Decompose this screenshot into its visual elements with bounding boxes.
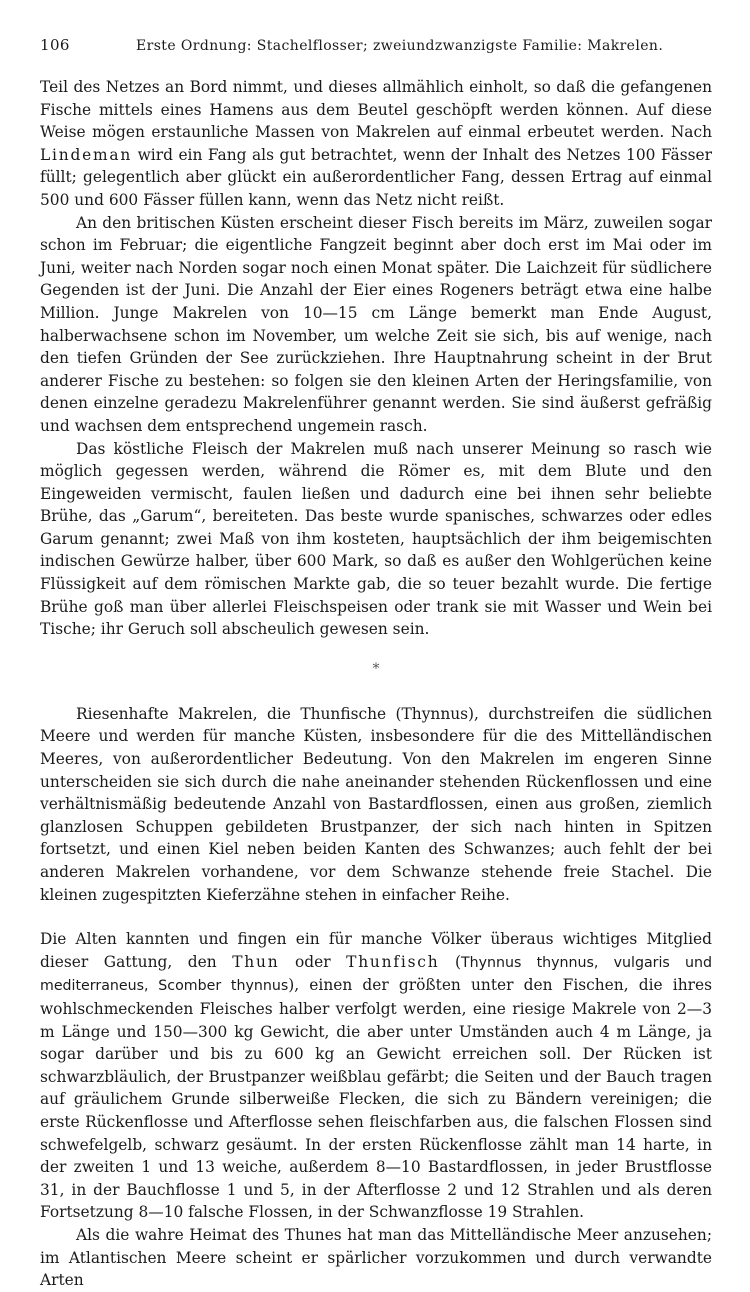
text-run: ( — [439, 952, 461, 971]
page-number: 106 — [40, 36, 70, 54]
text-run: ), einen der größten unter den Fischen, die ihres wohlschmeckenden Fleisches halber verfolgt werden, eine riesige Makrele von 2—3 m Länge und 150—300 kg Gewicht, die aber unter Umständen auch 4 m Länge, ja sogar darüber und bis zu 600 kg an Gewicht erreichen soll. Der Rücken ist schwarzbläulich, der Brustpanzer weißblau gefärbt; die Seiten und der Bauch tragen auf gräulichem Grunde silberweiße Flecken, die sich zu Bändern vereinigen; die erste Rückenflosse und Afterflosse sehen fleischfarben aus, die falschen Flossen sind schwefelgelb, schwarz gesäumt. In der ersten Rückenflosse zählt man 14 harte, in der zweiten 1 und 13 weiche, außerdem 8—10 Bastardflossen, in jeder Brustflosse 31, in der Bauchflosse 1 und 5, in der Afterflosse 2 und 12 Strahlen und als deren Fortsetzung 8—10 falsche Flossen, in der Schwanzflosse 19 Strahlen. — [40, 976, 712, 1222]
spaced-name: Lindeman — [40, 145, 133, 164]
text-run: Die Alten kannten und fingen ein für manche Völker überaus wichtiges Mitglied dieser Gattung, den — [40, 930, 712, 971]
latin-name: Thynnus thynnus, vulgaris und mediterraneus, Scomber thynnus — [40, 954, 712, 995]
text-run: Das köstliche Fleisch der Makrelen muß nach unserer Meinung so rasch wie möglich gegessen werden, während die Römer es, mit dem Blute und den Eingeweiden vermischt, faulen ließen und dadurch eine bei ihnen sehr beliebte Brühe, das „Garum“, bereiteten. Das beste wurde spanisches, schwarzes oder edles Garum genannt; zwei Maß von ihm kosteten, hauptsächlich der ihm beigemischten indischen Gewürze halber, über 600 Mark, so daß es außer den Wohlgerüchen keine Flüssigkeit auf dem römischen Markte gab, die so teuer bezahlt wurde. Die fertige Brühe goß man über allerlei Fleischspeisen oder trank sie mit Wasser und Wein bei Tische; ihr Geruch soll abscheulich gewesen sein. — [40, 439, 712, 639]
running-head — [40, 36, 712, 54]
text-run: An den britischen Küsten erscheint dieser Fisch bereits im März, zuweilen sogar schon im Februar; die eigentliche Fangzeit beginnt aber doch erst im Mai oder im Juni, weiter nach Norden sogar noch einen Monat später. Die Laichzeit für südlichere Gegenden ist der Juni. Die Anzahl der Eier eines Rogeners beträgt etwa eine halbe Million. Junge Makrelen von 10—15 cm Länge bemerkt man Ende August, halberwachsene schon im November, um welche Zeit sie sich, bis auf wenige, nach den tiefen Gründen der See zurückziehen. Ihre Hauptnahrung scheint in der Brut anderer Fische zu bestehen: so folgen sie den kleinen Arten der Heringsfamilie, von denen einzelne geradezu Makrelenführer genannt werden. Sie sind äußerst gefräßig und wachsen dem entsprechend ungemein rasch. — [40, 213, 712, 435]
spaced-name: Thunfisch — [346, 952, 440, 971]
running-head-title: Erste Ordnung: Stachelflosser; zweiundzwanzigste Familie: Makrelen. — [136, 38, 664, 54]
paragraph — [40, 212, 712, 438]
paragraph — [40, 1224, 712, 1292]
text-run: Riesenhafte Makrelen, die Thunfische (Thynnus), durchstreifen die südlichen Meere und werden für manche Küsten, insbesondere für die des Mittelländischen Meeres, von außerordentlicher Bedeutung. Von den Makrelen im engeren Sinne unterscheiden sie sich durch die nahe aneinander stehenden Rückenflossen und eine verhältnismäßig bedeutende Anzahl von Bastardflossen, einen aus großen, ziemlich glanzlosen Schuppen gebildeten Brustpanzer, der sich nach hinten in Spitzen fortsetzt, und einen Kiel neben beiden Kanten des Schwanzes; auch fehlt der bei anderen Makrelen vorhandene, vor dem Schwanze stehende freie Stachel. Die kleinen zugespitzten Kieferzähne stehen in einfacher Reihe. — [40, 704, 712, 904]
section-divider: * — [372, 660, 380, 677]
text-run: oder — [279, 952, 347, 971]
text-run: wird ein Fang als gut betrachtet, wenn der Inhalt des Netzes 100 Fässer füllt; gelegentlich aber glückt ein außerordentlicher Fang, dessen Ertrag auf einmal 500 und 600 Fässer füllen kann, wenn das Netz nicht reißt. — [40, 145, 712, 209]
paragraph — [40, 438, 712, 641]
text-run: Als die wahre Heimat des Thunes hat man das Mittelländische Meer anzusehen; im Atlantischen Meere scheint er spärlicher vorzukommen und durch verwandte Arten — [40, 1225, 712, 1290]
text-run: Teil des Netzes an Bord nimmt, und dieses allmählich einholt, so daß die gefangenen Fische mittels eines Hamens aus dem Beutel geschöpft werden können. Auf diese Weise mögen erstaunliche Massen von Makrelen auf einmal erbeutet werden. Nach — [40, 78, 712, 142]
paragraph — [40, 928, 712, 1224]
spaced-name: Thun — [232, 952, 280, 971]
paragraph — [40, 703, 712, 906]
paragraph — [40, 76, 712, 212]
